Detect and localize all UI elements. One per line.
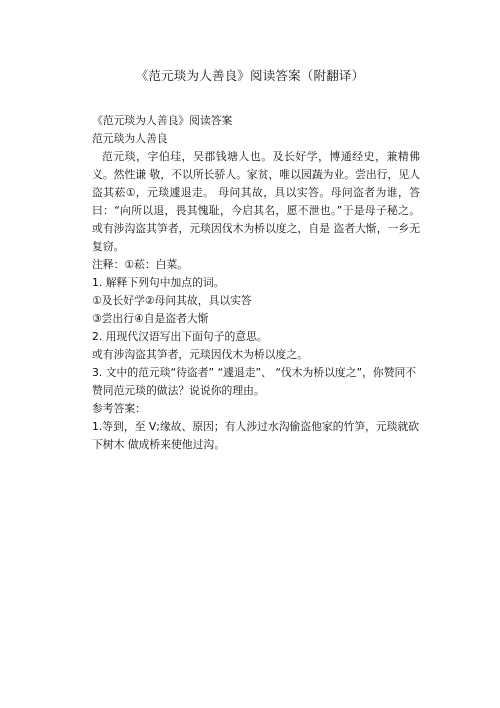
answer-1: 1.等到，至 V;缘故、原因；有人涉过水沟偷盗他家的竹笋，元琰就砍下树木 做成桥来使他过沟。 (92, 420, 420, 451)
question-3: 3. 文中的范元琰“待盗者” “遽退走”、 “伐木为桥以度之”，你赞同不赞同范元琰的做法？说说你的理由。 (92, 366, 417, 397)
passage-paragraph: 范元琰，字伯珪，吴郡钱塘人也。及长好学，博通经史，兼精佛义。然性谦 敬，不以所长骄人。家贫，唯以园蔬为业。尝出行，见人盗其菘①，元琰遽退走。 母问其故，具以实答。母问盗者为谁，答曰：“向所以退，畏其愧耻，今启其名，愿不泄也。”于是母子秘之。或有涉沟盗其笋者，元琰因伐木为桥以度之，自是 盗者大惭，一乡无复窃。 (92, 150, 420, 253)
question-1-items-b: ③尝出行④自是盗者大惭 (92, 312, 209, 325)
question-1: 1. 解释下列句中加点的词。 (92, 276, 225, 289)
question-1-items-a: ①及长好学②母问其故，具以实答 (92, 294, 252, 307)
text-title: 范元琰为人善良 (92, 132, 168, 145)
note: 注释：①菘：白菜。 (92, 258, 189, 271)
answer-heading: 参考答案： (92, 402, 146, 415)
question-2: 2. 用现代汉语写出下面句子的意思。 (92, 330, 268, 343)
document-body (92, 112, 420, 454)
question-2-sentence: 或有涉沟盗其笋者，元琰因伐木为桥以度之。 (92, 348, 308, 361)
page-title: 《范元琰为人善良》阅读答案（附翻译） (135, 68, 365, 83)
subtitle: 《范元琰为人善良》阅读答案 (92, 114, 233, 127)
